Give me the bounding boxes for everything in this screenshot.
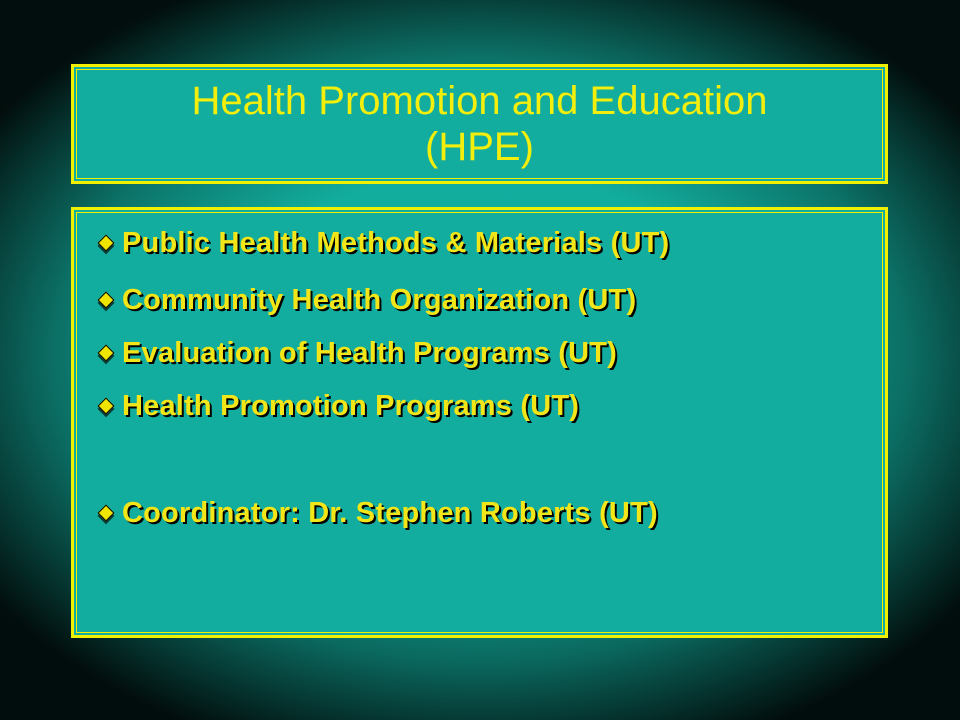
slide-title-line-1: Health Promotion and Education [191,79,768,123]
content-frame [71,207,888,638]
bullet-item-public-health-methods [94,223,669,263]
bullet-item-health-promotion [94,386,579,426]
bullet-text: Public Health Methods & Materials (UT) [122,226,670,259]
bullet-text: Community Health Organization (UT) [122,283,637,316]
bullet-text: Coordinator: Dr. Stephen Roberts (UT) [122,496,658,529]
slide-title [74,78,885,170]
title-frame [71,64,888,184]
diamond-bullet-icon [98,235,115,252]
bullet-list [74,210,885,635]
bullet-text: Evaluation of Health Programs (UT) [122,336,618,369]
diamond-bullet-icon [98,292,115,309]
diamond-bullet-icon [98,505,115,522]
diamond-bullet-icon [98,345,115,362]
bullet-item-evaluation [94,333,617,373]
slide-title-line-2: (HPE) [425,125,534,169]
diamond-bullet-icon [98,398,115,415]
bullet-item-community-health [94,280,636,320]
bullet-text: Health Promotion Programs (UT) [122,389,580,422]
bullet-item-coordinator [94,493,658,533]
